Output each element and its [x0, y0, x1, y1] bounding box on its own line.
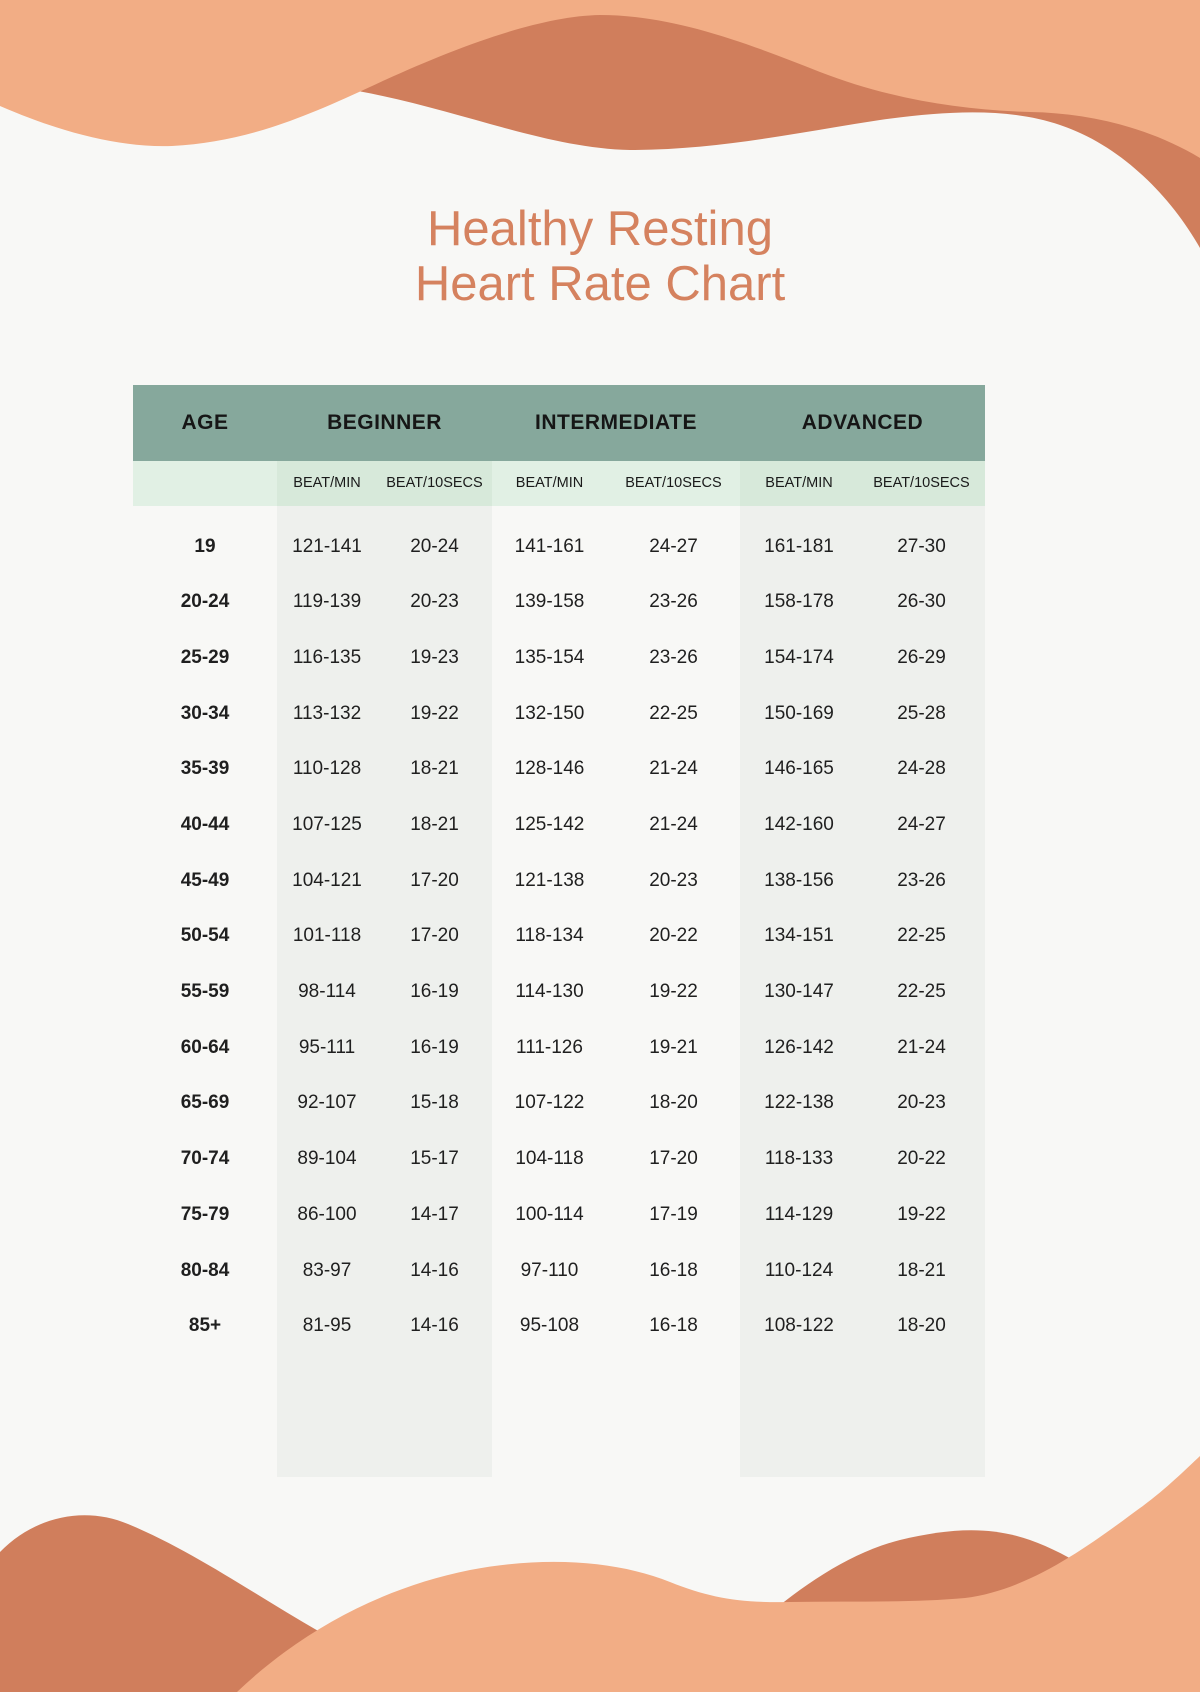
intermediate-beat-10secs-cell: 16-18	[649, 1315, 698, 1337]
advanced-beat-10secs-cell: 18-21	[897, 1259, 946, 1281]
intermediate-beat-10secs-cell: 21-24	[649, 814, 698, 835]
beginner-beat-10secs-cell: 18-21	[410, 758, 459, 780]
advanced-beat-min-cell: 154-174	[764, 646, 834, 668]
table-row	[133, 797, 985, 853]
advanced-beat-10secs-cell: 18-20	[897, 1315, 946, 1337]
heart-rate-table	[133, 385, 985, 1477]
beginner-beat-min-cell: 110-128	[292, 758, 362, 780]
table-row	[133, 964, 985, 1020]
advanced-beat-min-cell: 146-165	[764, 758, 834, 780]
beginner-beat-min-cell: 101-118	[292, 925, 362, 947]
header-age: AGE	[181, 410, 229, 434]
intermediate-beat-min-cell: 95-108	[519, 1315, 580, 1337]
age-cell: 55-59	[180, 981, 230, 1003]
table-header-row	[133, 385, 985, 461]
age-cell: 25-29	[180, 646, 230, 668]
beginner-beat-min-cell: 86-100	[297, 1203, 357, 1225]
advanced-beat-min-cell: 108-122	[764, 1315, 834, 1337]
intermediate-beat-min-cell: 121-138	[514, 869, 585, 891]
table-row	[133, 741, 985, 797]
advanced-beat-min-cell: 161-181	[764, 535, 834, 557]
beginner-beat-min-cell: 92-107	[297, 1092, 357, 1114]
age-cell: 40-44	[180, 814, 230, 835]
beginner-beat-10secs-cell: 20-23	[410, 591, 459, 613]
page-title	[0, 0, 1200, 313]
intermediate-beat-min-cell: 128-146	[514, 758, 585, 780]
table-row	[133, 519, 985, 575]
advanced-beat-10secs-cell: 24-28	[897, 758, 946, 780]
beginner-beat-10secs-cell: 19-22	[410, 702, 459, 724]
table-row	[133, 1187, 985, 1243]
intermediate-beat-10secs-cell: 19-21	[649, 1036, 698, 1058]
beginner-beat-min-cell: 83-97	[302, 1259, 352, 1281]
advanced-beat-min-cell: 126-142	[764, 1036, 834, 1058]
beginner-beat-10secs-cell: 14-17	[410, 1203, 459, 1225]
table-subheader-row	[133, 461, 985, 506]
advanced-beat-min-cell: 130-147	[764, 981, 834, 1003]
beginner-beat-10secs-cell: 18-21	[410, 814, 459, 835]
beginner-beat-10secs-cell: 14-16	[410, 1315, 459, 1337]
table-body	[133, 506, 985, 1477]
age-cell: 80-84	[180, 1259, 230, 1281]
beginner-beat-10secs-cell: 17-20	[410, 925, 459, 947]
beginner-beat-10secs-cell: 15-18	[410, 1092, 459, 1114]
age-cell: 45-49	[180, 869, 230, 891]
beginner-beat-10secs-cell: 16-19	[410, 981, 459, 1003]
beginner-beat-min-cell: 95-111	[298, 1036, 356, 1058]
advanced-beat-min-cell: 142-160	[764, 814, 834, 835]
beginner-beat-min-cell: 121-141	[292, 535, 362, 557]
intermediate-beat-10secs-cell: 22-25	[649, 702, 698, 724]
beginner-beat-min-cell: 98-114	[298, 981, 356, 1003]
subheader-intermediate-beat-10secs: BEAT/10SECS	[607, 461, 740, 506]
table-row	[133, 1243, 985, 1299]
beginner-beat-min-cell: 89-104	[297, 1148, 357, 1170]
table-row	[133, 686, 985, 742]
intermediate-beat-min-cell: 139-158	[514, 591, 585, 613]
advanced-beat-10secs-cell: 20-22	[897, 1148, 946, 1170]
advanced-beat-min-cell: 114-129	[764, 1203, 834, 1225]
intermediate-beat-10secs-cell: 20-23	[649, 869, 698, 891]
intermediate-beat-min-cell: 135-154	[514, 646, 585, 668]
advanced-beat-10secs-cell: 19-22	[897, 1203, 946, 1225]
subheader-age-spacer	[133, 461, 277, 506]
age-cell: 65-69	[180, 1092, 230, 1114]
subheader-advanced-beat-10secs: BEAT/10SECS	[858, 461, 985, 506]
age-cell: 70-74	[180, 1148, 230, 1170]
advanced-beat-min-cell: 118-133	[764, 1148, 834, 1170]
age-cell: 60-64	[180, 1036, 230, 1058]
beginner-beat-10secs-cell: 17-20	[410, 869, 459, 891]
beginner-beat-10secs-cell: 16-19	[410, 1036, 459, 1058]
intermediate-beat-10secs-cell: 20-22	[649, 925, 698, 947]
beginner-beat-10secs-cell: 19-23	[410, 646, 459, 668]
beginner-beat-min-cell: 104-121	[292, 869, 362, 891]
table-row	[133, 1020, 985, 1076]
intermediate-beat-10secs-cell: 21-24	[649, 758, 698, 780]
page-title-line-1: Healthy Resting	[427, 202, 773, 256]
table-row	[133, 1076, 985, 1132]
beginner-beat-10secs-cell: 15-17	[410, 1148, 459, 1170]
page-title-line-2: Heart Rate Chart	[414, 257, 786, 312]
intermediate-beat-min-cell: 141-161	[514, 535, 585, 557]
bottom-wave-light-shape	[237, 1456, 1200, 1692]
header-intermediate: INTERMEDIATE	[535, 410, 697, 434]
intermediate-beat-min-cell: 100-114	[515, 1203, 584, 1225]
advanced-beat-10secs-cell: 22-25	[897, 925, 946, 947]
advanced-beat-10secs-cell: 24-27	[897, 814, 946, 835]
beginner-beat-min-cell: 81-95	[302, 1315, 352, 1337]
advanced-beat-10secs-cell: 20-23	[897, 1092, 946, 1114]
beginner-beat-min-cell: 113-132	[292, 702, 362, 724]
intermediate-beat-min-cell: 107-122	[514, 1092, 585, 1114]
advanced-beat-10secs-cell: 27-30	[897, 535, 946, 557]
age-cell: 30-34	[180, 702, 230, 724]
intermediate-beat-10secs-cell: 24-27	[649, 535, 698, 557]
advanced-beat-min-cell: 110-124	[764, 1259, 834, 1281]
beginner-beat-min-cell: 119-139	[292, 591, 362, 613]
table-row	[133, 574, 985, 630]
header-advanced: ADVANCED	[801, 410, 924, 434]
intermediate-beat-10secs-cell: 23-26	[649, 646, 698, 668]
intermediate-beat-10secs-cell: 17-20	[649, 1148, 698, 1170]
age-cell: 50-54	[180, 925, 230, 947]
age-cell: 20-24	[180, 591, 230, 613]
advanced-beat-10secs-cell: 23-26	[897, 869, 946, 891]
intermediate-beat-10secs-cell: 16-18	[649, 1259, 698, 1281]
beginner-beat-min-cell: 107-125	[292, 814, 362, 835]
bottom-wave-decoration	[0, 1440, 1200, 1692]
subheader-beginner-beat-10secs: BEAT/10SECS	[377, 461, 492, 506]
subheader-intermediate-beat-min: BEAT/MIN	[492, 461, 607, 506]
intermediate-beat-10secs-cell: 19-22	[649, 981, 698, 1003]
header-beginner: BEGINNER	[327, 410, 442, 434]
age-cell: 75-79	[180, 1203, 230, 1225]
age-cell: 35-39	[180, 758, 230, 780]
advanced-beat-10secs-cell: 21-24	[897, 1036, 946, 1058]
beginner-beat-min-cell: 116-135	[292, 646, 362, 668]
beginner-beat-10secs-cell: 20-24	[410, 535, 459, 557]
advanced-beat-10secs-cell: 26-30	[897, 591, 946, 613]
intermediate-beat-10secs-cell: 23-26	[649, 591, 698, 613]
intermediate-beat-min-cell: 114-130	[515, 981, 584, 1003]
table-row	[133, 909, 985, 965]
advanced-beat-10secs-cell: 22-25	[897, 981, 946, 1003]
advanced-beat-min-cell: 134-151	[764, 925, 834, 947]
intermediate-beat-min-cell: 132-150	[514, 702, 585, 724]
intermediate-beat-10secs-cell: 18-20	[649, 1092, 698, 1114]
advanced-beat-10secs-cell: 25-28	[897, 702, 946, 724]
intermediate-beat-10secs-cell: 17-19	[649, 1203, 698, 1225]
subheader-beginner-beat-min: BEAT/MIN	[277, 461, 377, 506]
table-row	[133, 853, 985, 909]
subheader-advanced-beat-min: BEAT/MIN	[740, 461, 858, 506]
table-row	[133, 1298, 985, 1354]
age-cell: 19	[194, 535, 216, 557]
table-row	[133, 1131, 985, 1187]
table-row	[133, 630, 985, 686]
intermediate-beat-min-cell: 97-110	[520, 1259, 579, 1281]
intermediate-beat-min-cell: 104-118	[515, 1148, 584, 1170]
advanced-beat-min-cell: 122-138	[764, 1092, 834, 1114]
advanced-beat-10secs-cell: 26-29	[897, 646, 946, 668]
beginner-beat-10secs-cell: 14-16	[410, 1259, 459, 1281]
intermediate-beat-min-cell: 111-126	[516, 1036, 583, 1058]
advanced-beat-min-cell: 138-156	[764, 869, 834, 891]
advanced-beat-min-cell: 158-178	[764, 591, 834, 613]
intermediate-beat-min-cell: 125-142	[514, 814, 585, 835]
advanced-beat-min-cell: 150-169	[764, 702, 834, 724]
intermediate-beat-min-cell: 118-134	[515, 925, 584, 947]
age-cell: 85+	[188, 1315, 222, 1337]
